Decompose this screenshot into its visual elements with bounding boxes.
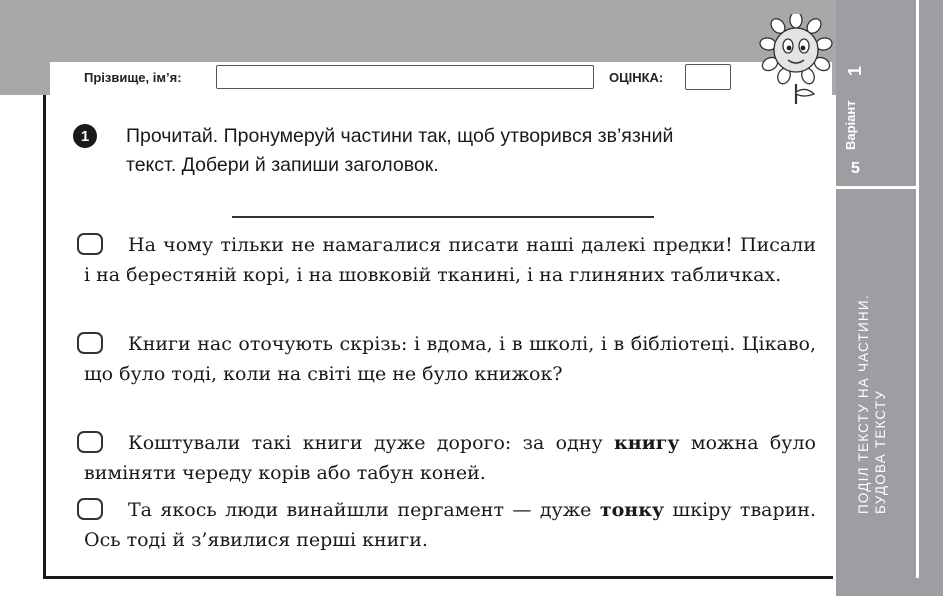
name-label: Прізвище, ім’я: [84, 70, 182, 85]
title-answer-line[interactable] [232, 216, 654, 218]
paragraph-3-bold: книгу [613, 432, 680, 454]
task-number-badge: 1 [73, 124, 97, 148]
paragraph-3-text-after: можна було виміняти череду корів або табун коней. [84, 432, 816, 484]
instruction-line-1: Прочитай. Пронумеруй частини так, щоб утворився зв’язний [126, 125, 674, 147]
topic-line-1: ПОДІЛ ТЕКСТУ НА ЧАСТИНИ. [856, 294, 871, 514]
paragraph-1: На чому тільки не намагалися писати наші далекі предки! Писали і на берестяній корі, і на шовковій тканині, і на глиняних табличках. [84, 234, 816, 286]
paragraph-3-text-before: Коштували такі книги дуже дорого: за одну [128, 432, 603, 454]
paragraph-2: Книги нас оточують скрізь: і вдома, і в школі, і в бібліотеці. Цікаво, що було тоді, коли на світі ще не було книжок? [84, 333, 816, 385]
paragraph-3 [84, 428, 816, 488]
topic-line-2: БУДОВА ТЕКСТУ [873, 389, 888, 514]
content-frame-bottom [43, 576, 833, 579]
page-number: 5 [851, 160, 860, 177]
task-instruction [126, 122, 826, 180]
paragraph-4-text-after: шкіру тварин. Ось тоді й з’явилися перші книги. [84, 499, 817, 551]
content-frame-left [43, 95, 46, 579]
instruction-line-2: текст. Добери й запиши заголовок. [126, 154, 439, 176]
variant-label: Варіант [843, 100, 858, 150]
paragraph-4 [84, 495, 816, 555]
sunflower-character-icon [758, 14, 834, 106]
paragraph-4-bold: тонку [599, 499, 665, 521]
grade-field[interactable] [685, 64, 731, 90]
grade-label: ОЦІНКА: [609, 70, 664, 85]
side-divider [836, 186, 916, 189]
paragraph-4-text-before: Та якось люди винайшли пергамент — дуже [128, 499, 592, 521]
side-divider-vertical [916, 0, 919, 578]
topic-title [855, 254, 889, 514]
name-field[interactable] [216, 65, 594, 89]
side-panel [836, 0, 943, 596]
variant-number: 1 [845, 65, 865, 76]
